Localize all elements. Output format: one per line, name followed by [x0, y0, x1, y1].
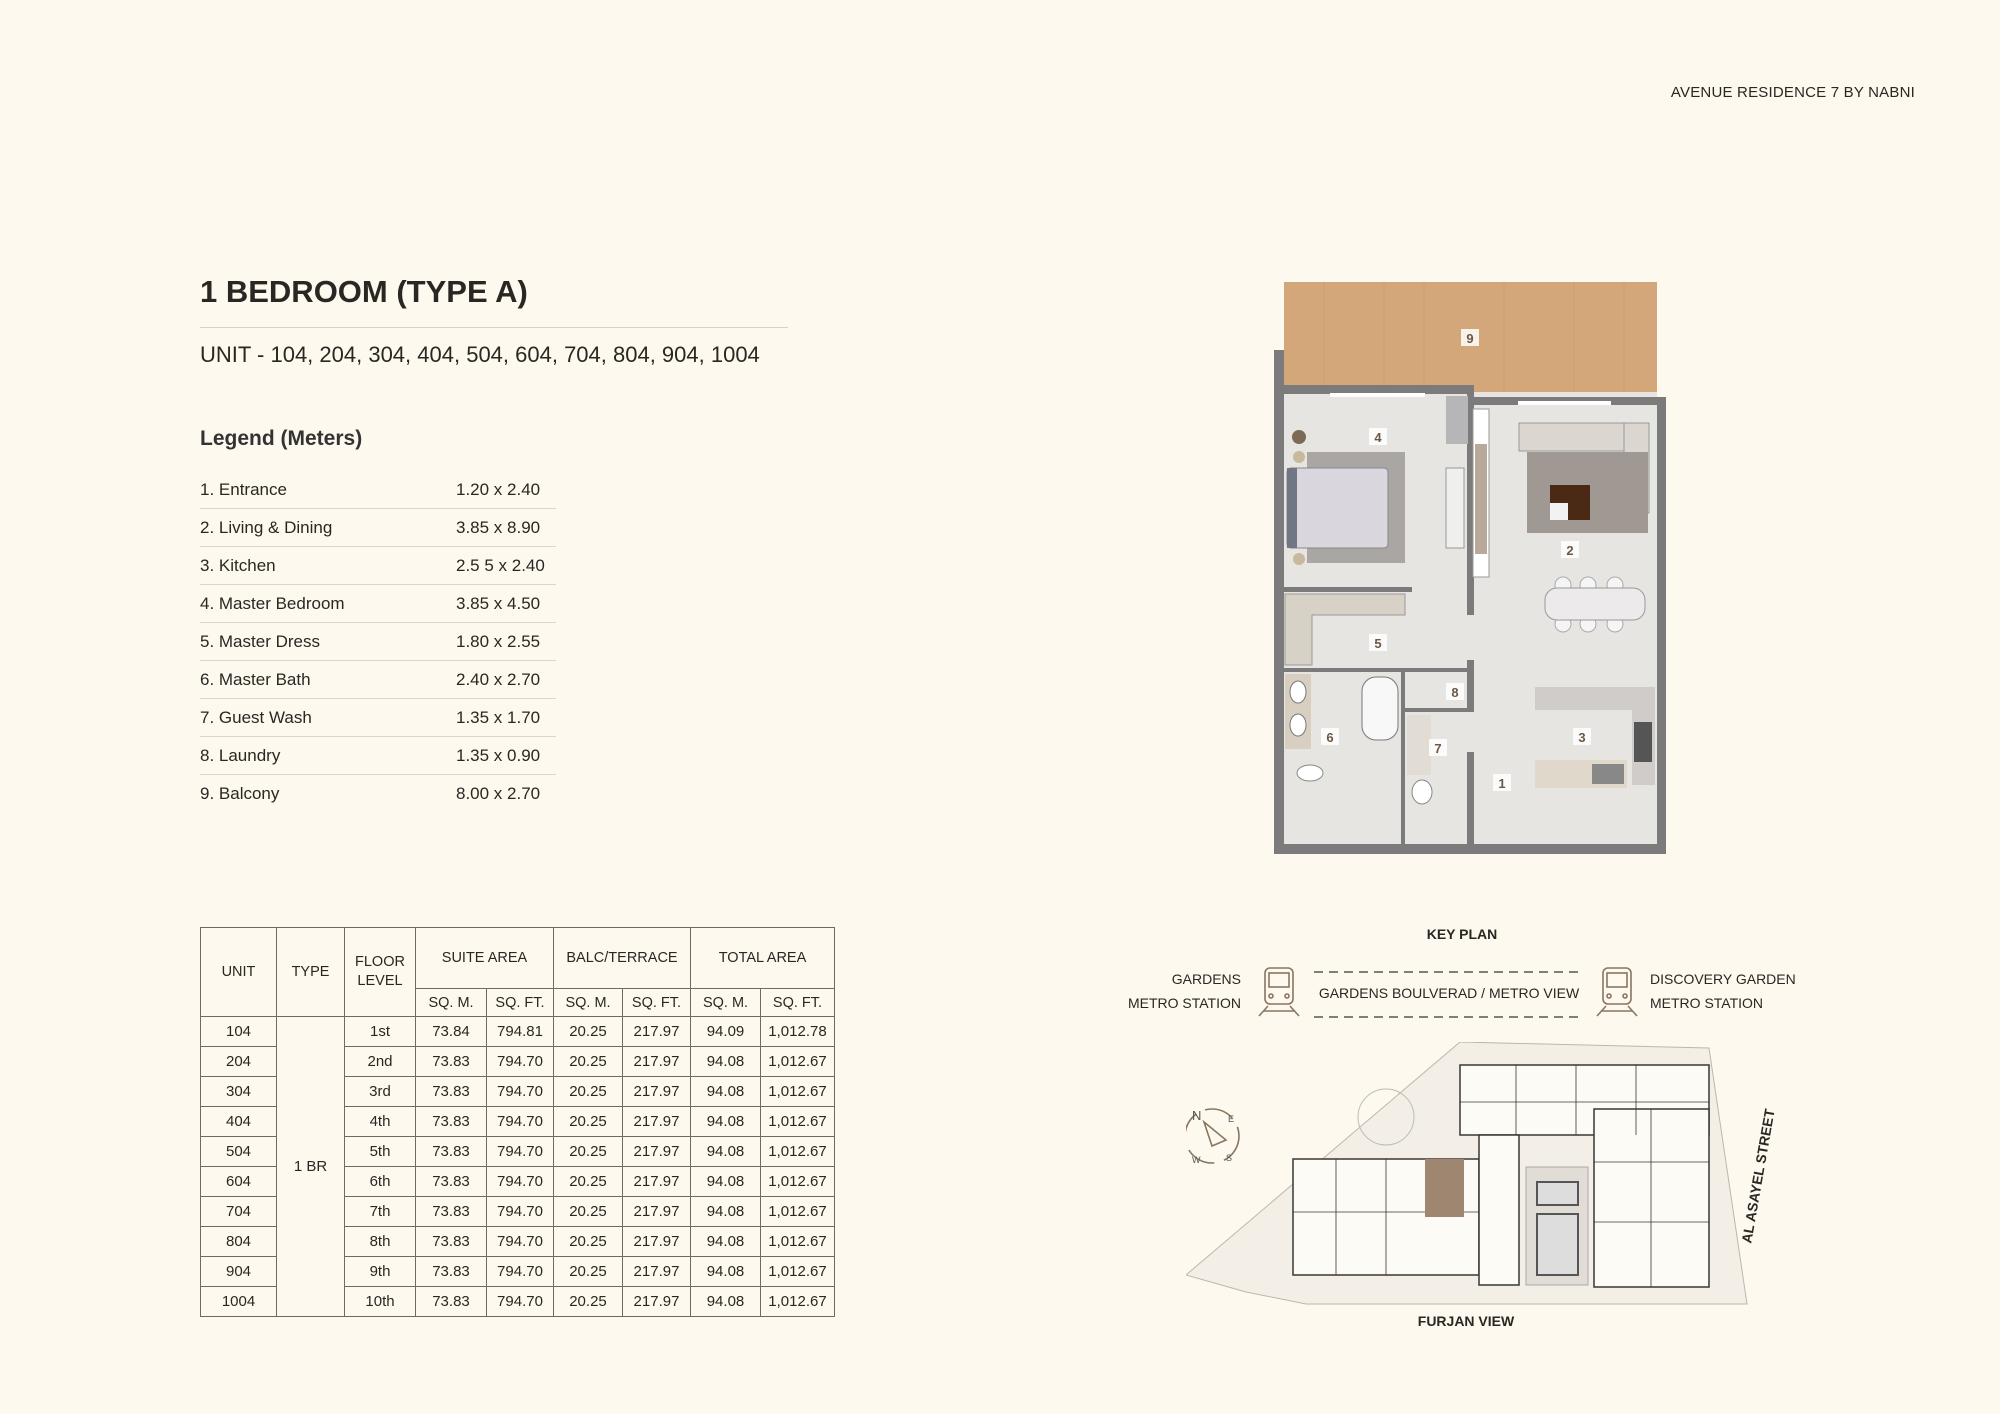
table-cell: 20.25 [554, 1047, 623, 1077]
table-cell: 20.25 [554, 1107, 623, 1137]
table-cell: 1,012.67 [761, 1197, 835, 1227]
legend-dimension: 2.40 x 2.70 [456, 670, 541, 689]
table-cell: 5th [345, 1137, 416, 1167]
col-balc: BALC/TERRACE [554, 928, 691, 989]
compass-icon [1186, 1108, 1239, 1165]
table-cell: 1,012.67 [761, 1257, 835, 1287]
table-cell: 4th [345, 1107, 416, 1137]
pool [1537, 1214, 1578, 1275]
bathtub [1362, 677, 1398, 740]
table-cell: 94.08 [691, 1167, 761, 1197]
compass-s: S [1226, 1153, 1233, 1163]
table-cell: 94.08 [691, 1077, 761, 1107]
cell-unit: 604 [201, 1167, 277, 1197]
room-label: 4 [1374, 430, 1382, 445]
room-label: 8 [1451, 685, 1459, 700]
table-cell: 217.97 [623, 1257, 691, 1287]
compass-e: E [1228, 1114, 1235, 1124]
left-station-line: METRO STATION [1127, 995, 1241, 1011]
table-cell: 94.09 [691, 1017, 761, 1047]
legend-label: 6. Master Bath [200, 670, 311, 689]
dining-table [1545, 588, 1645, 620]
table-cell: 217.97 [623, 1107, 691, 1137]
room-label: 2 [1566, 543, 1574, 558]
kitchen-counter [1535, 687, 1655, 710]
legend-item [200, 471, 556, 509]
legend-item [200, 585, 556, 623]
table-cell: 94.08 [691, 1257, 761, 1287]
table-cell: 794.70 [487, 1077, 554, 1107]
room-label: 9 [1466, 331, 1474, 346]
table-cell: 1,012.78 [761, 1017, 835, 1047]
table-cell: 94.08 [691, 1197, 761, 1227]
brand-header: AVENUE RESIDENCE 7 BY NABNI [1670, 84, 1915, 101]
legend-item [200, 775, 556, 812]
table-cell: 1,012.67 [761, 1167, 835, 1197]
table-cell: 9th [345, 1257, 416, 1287]
table-cell: 20.25 [554, 1227, 623, 1257]
table-cell: 794.81 [487, 1017, 554, 1047]
legend-dimension: 8.00 x 2.70 [456, 784, 541, 803]
table-cell: 217.97 [623, 1137, 691, 1167]
table-cell: 7th [345, 1197, 416, 1227]
cell-unit: 104 [201, 1017, 277, 1047]
cell-unit: 404 [201, 1107, 277, 1137]
table-cell: 794.70 [487, 1137, 554, 1167]
unit-list: UNIT - 104, 204, 304, 404, 504, 604, 704, 804, 904, 1004 [200, 342, 760, 367]
building-block [1479, 1135, 1519, 1285]
table-cell: 20.25 [554, 1077, 623, 1107]
table-cell: 8th [345, 1227, 416, 1257]
legend-item [200, 547, 556, 585]
sub-sqm: SQ. M. [554, 989, 623, 1017]
building-block [1594, 1109, 1709, 1287]
legend-label: 1. Entrance [200, 480, 287, 499]
table-cell: 94.08 [691, 1137, 761, 1167]
cell-unit: 704 [201, 1197, 277, 1227]
legend-item [200, 509, 556, 547]
sub-sqft: SQ. FT. [487, 989, 554, 1017]
floor-plan [1274, 282, 1666, 854]
room-label: 1 [1498, 776, 1506, 791]
table-row [201, 1017, 835, 1047]
table-cell: 73.83 [416, 1047, 487, 1077]
page-title: 1 BEDROOM (TYPE A) [200, 274, 528, 309]
left-station-line: GARDENS [1171, 971, 1241, 987]
table-cell: 794.70 [487, 1197, 554, 1227]
table-cell: 10th [345, 1287, 416, 1317]
table-cell: 1,012.67 [761, 1107, 835, 1137]
table-cell: 794.70 [487, 1257, 554, 1287]
cell-unit: 204 [201, 1047, 277, 1077]
table-cell: 794.70 [487, 1227, 554, 1257]
cell-type: 1 BR [277, 1017, 345, 1317]
col-type: TYPE [277, 928, 345, 1017]
table-cell: 73.83 [416, 1167, 487, 1197]
compass-n: N [1192, 1108, 1202, 1123]
table-cell: 94.08 [691, 1227, 761, 1257]
table-cell: 217.97 [623, 1077, 691, 1107]
legend-dimension: 1.80 x 2.55 [456, 632, 541, 651]
table-cell: 73.83 [416, 1137, 487, 1167]
legend-dimension: 1.35 x 1.70 [456, 708, 541, 727]
col-suite: SUITE AREA [416, 928, 554, 989]
train-icon [1594, 966, 1640, 1018]
sub-sqft: SQ. FT. [761, 989, 835, 1017]
table-cell: 20.25 [554, 1017, 623, 1047]
divider [200, 327, 788, 328]
legend-list [200, 471, 556, 812]
table-cell: 73.83 [416, 1197, 487, 1227]
legend-dimension: 3.85 x 4.50 [456, 594, 541, 613]
table-cell: 1,012.67 [761, 1227, 835, 1257]
col-floor: FLOOR LEVEL [345, 928, 416, 1017]
table-cell: 94.08 [691, 1047, 761, 1077]
table-cell: 20.25 [554, 1287, 623, 1317]
table-cell: 794.70 [487, 1047, 554, 1077]
room-label: 6 [1326, 730, 1334, 745]
bed [1287, 468, 1388, 548]
area-table [200, 927, 835, 1317]
table-cell: 1,012.67 [761, 1077, 835, 1107]
table-cell: 1,012.67 [761, 1137, 835, 1167]
legend-label: 3. Kitchen [200, 556, 276, 575]
legend-item [200, 661, 556, 699]
legend-item [200, 737, 556, 775]
table-cell: 73.84 [416, 1017, 487, 1047]
table-cell: 20.25 [554, 1137, 623, 1167]
cell-unit: 804 [201, 1227, 277, 1257]
room-label: 3 [1578, 730, 1586, 745]
highlighted-unit [1425, 1159, 1464, 1217]
sub-sqm: SQ. M. [416, 989, 487, 1017]
train-icon [1256, 966, 1302, 1018]
table-cell: 20.25 [554, 1197, 623, 1227]
table-cell: 217.97 [623, 1047, 691, 1077]
compass-w: W [1192, 1155, 1201, 1165]
right-station-line: METRO STATION [1650, 995, 1764, 1011]
table-cell: 94.08 [691, 1287, 761, 1317]
sub-sqm: SQ. M. [691, 989, 761, 1017]
legend-dimension: 3.85 x 8.90 [456, 518, 541, 537]
table-cell: 217.97 [623, 1017, 691, 1047]
right-station-label [1650, 967, 1796, 1015]
col-total: TOTAL AREA [691, 928, 835, 989]
cell-unit: 1004 [201, 1287, 277, 1317]
table-cell: 794.70 [487, 1287, 554, 1317]
room-label: 5 [1374, 636, 1382, 651]
legend-heading: Legend (Meters) [200, 427, 363, 450]
legend-dimension: 1.20 x 2.40 [456, 480, 541, 499]
left-station-label [1040, 967, 1241, 1015]
table-cell: 217.97 [623, 1197, 691, 1227]
table-cell: 20.25 [554, 1257, 623, 1287]
sub-sqft: SQ. FT. [623, 989, 691, 1017]
table-cell: 73.83 [416, 1077, 487, 1107]
desk [1446, 396, 1468, 444]
legend-label: 5. Master Dress [200, 632, 320, 651]
boulevard-label: GARDENS BOULVERAD / METRO VIEW [1318, 985, 1580, 1001]
table-cell: 1,012.67 [761, 1287, 835, 1317]
legend-label: 9. Balcony [200, 784, 280, 803]
table-cell: 217.97 [623, 1287, 691, 1317]
site-key-plan [1186, 1042, 1748, 1307]
table-cell: 3rd [345, 1077, 416, 1107]
table-cell: 73.83 [416, 1107, 487, 1137]
table-cell: 217.97 [623, 1167, 691, 1197]
table-cell: 1,012.67 [761, 1047, 835, 1077]
legend-item [200, 623, 556, 661]
table-cell: 794.70 [487, 1107, 554, 1137]
pool [1537, 1182, 1578, 1205]
table-cell: 94.08 [691, 1107, 761, 1137]
table-cell: 2nd [345, 1047, 416, 1077]
table-cell: 6th [345, 1167, 416, 1197]
right-station-line: DISCOVERY GARDEN [1650, 971, 1796, 987]
table-cell: 1st [345, 1017, 416, 1047]
cell-unit: 904 [201, 1257, 277, 1287]
table-cell: 73.83 [416, 1257, 487, 1287]
cell-unit: 304 [201, 1077, 277, 1107]
table-cell: 794.70 [487, 1167, 554, 1197]
legend-label: 4. Master Bedroom [200, 594, 345, 613]
room-label: 7 [1434, 741, 1442, 756]
legend-dimension: 1.35 x 0.90 [456, 746, 541, 765]
legend-label: 8. Laundry [200, 746, 281, 765]
legend-label: 7. Guest Wash [200, 708, 312, 727]
cell-unit: 504 [201, 1137, 277, 1167]
bottom-view-label: FURJAN VIEW [1417, 1313, 1515, 1329]
table-cell: 73.83 [416, 1227, 487, 1257]
col-unit: UNIT [201, 928, 277, 1017]
street-label: AL ASAYEL STREET [1738, 1107, 1778, 1245]
key-plan-title: KEY PLAN [1426, 926, 1498, 942]
table-cell: 20.25 [554, 1167, 623, 1197]
legend-item [200, 699, 556, 737]
legend-dimension: 2.5 5 x 2.40 [456, 556, 545, 575]
legend-label: 2. Living & Dining [200, 518, 333, 537]
table-cell: 217.97 [623, 1227, 691, 1257]
table-cell: 73.83 [416, 1287, 487, 1317]
